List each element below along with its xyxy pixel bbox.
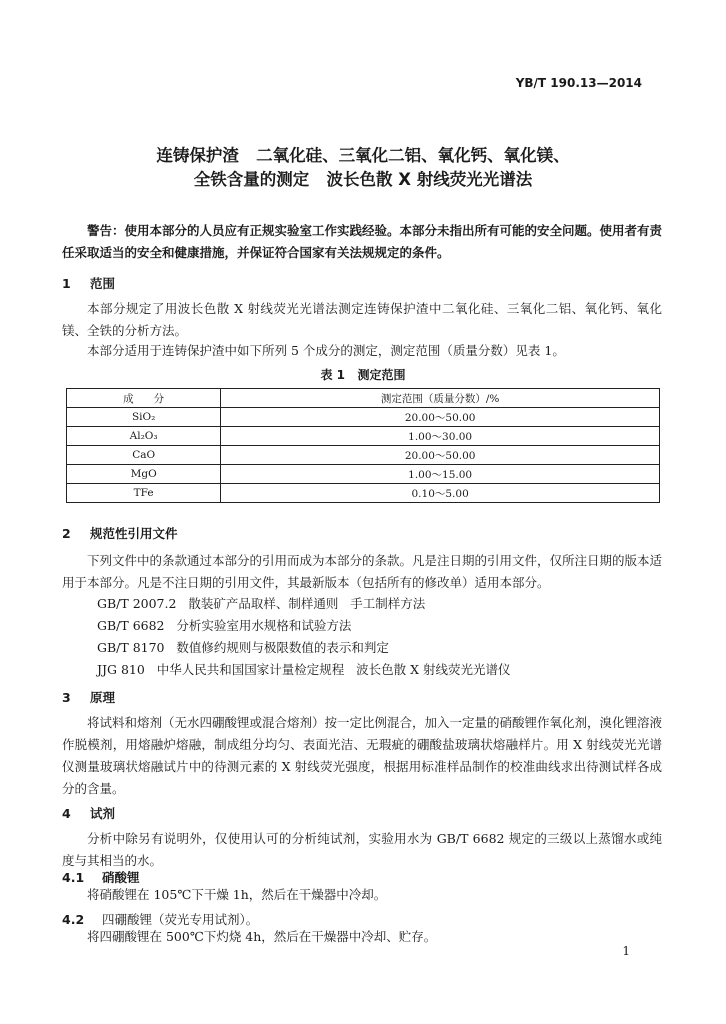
table-cell-range: 20.00～50.00: [221, 446, 660, 465]
table-row: [67, 446, 660, 465]
section-title: 规范性引用文件: [90, 526, 178, 541]
table-row: [67, 465, 660, 484]
section-number: 4: [62, 806, 71, 821]
section-number: 2: [62, 526, 71, 541]
standard-code: YB/T 190.13—2014: [515, 76, 642, 90]
section-title: 试剂: [90, 806, 116, 821]
section-4-paragraph-1: 分析中除另有说明外，仅使用认可的分析纯试剂，实验用水为 GB/T 6682 规定的三级以上蒸馏水或纯度与其相当的水。: [62, 831, 662, 868]
table-cell-component: Al₂O₃: [67, 427, 221, 446]
subsection-4-2-text: 将四硼酸锂在 500℃下灼烧 4h，然后在干燥器中冷却、贮存。: [87, 929, 437, 944]
document-title-line-1: 连铸保护渣 二氧化硅、三氧化二铝、氧化钙、氧化镁、: [156, 146, 570, 165]
section-number: 3: [62, 690, 71, 705]
reference-item: GB/T 8170 数值修约规则与极限数值的表示和判定: [97, 640, 389, 655]
section-1-heading: [62, 274, 115, 292]
section-1-paragraph-2: 本部分适用于连铸保护渣中如下所列 5 个成分的测定，测定范围（质量分数）见表 1。: [87, 343, 565, 358]
subsection-title: 硝酸锂: [102, 870, 140, 885]
table-row: [67, 427, 660, 446]
subsection-number: 4.2: [62, 912, 85, 927]
section-1-paragraph-1: 本部分规定了用波长色散 X 射线荧光光谱法测定连铸保护渣中二氧化硅、三氧化二铝、氧化钙、氧化镁、全铁的分析方法。: [62, 301, 662, 338]
section-2-heading: [62, 524, 178, 542]
section-3-paragraph-1: 将试料和熔剂（无水四硼酸锂或混合熔剂）按一定比例混合，加入一定量的硝酸锂作氧化剂，溴化锂溶液作脱模剂，用熔融炉熔融，制成组分均匀、表面光洁、无瑕疵的硼酸盐玻璃状熔融样片。用 X 射线荧光光谱仪测量玻璃状熔融试片中的待测元素的 X 射线荧光强度，根据用标准样品制作的校准曲线求出待测试样各成分的含量。: [62, 715, 663, 796]
section-number: 1: [62, 276, 71, 291]
subsection-4-1-text: 将硝酸锂在 105℃下干燥 1h，然后在干燥器中冷却。: [87, 887, 387, 902]
reference-item: GB/T 6682 分析实验室用水规格和试验方法: [97, 618, 352, 633]
table-cell-component: CaO: [67, 446, 221, 465]
section-title: 原理: [90, 690, 116, 705]
table-cell-range: 0.10～5.00: [221, 484, 660, 503]
warning-notice: 警告：使用本部分的人员应有正规实验室工作实践经验。本部分未指出所有可能的安全问题。使用者有责任采取适当的安全和健康措施，并保证符合国家有关法规规定的条件。: [62, 223, 663, 260]
section-3-heading: [62, 688, 115, 706]
subsection-title: 四硼酸锂（荧光专用试剂）。: [102, 912, 259, 927]
measurement-range-table: [66, 388, 660, 503]
reference-item: JJG 810 中华人民共和国国家计量检定规程 波长色散 X 射线荧光光谱仪: [97, 662, 511, 677]
section-title: 范围: [90, 276, 116, 291]
table-cell-component: TFe: [67, 484, 221, 503]
table-cell-component: MgO: [67, 465, 221, 484]
table-header-range: 测定范围（质量分数）/%: [221, 389, 660, 408]
section-2-paragraph-1: 下列文件中的条款通过本部分的引用而成为本部分的条款。凡是注日期的引用文件，仅所注日期的版本适用于本部分。凡是不注日期的引用文件，其最新版本（包括所有的修改单）适用本部分。: [62, 553, 663, 590]
table-header-row: [67, 389, 660, 408]
page-number: 1: [622, 944, 630, 958]
section-4-heading: [62, 804, 115, 822]
subsection-number: 4.1: [62, 870, 85, 885]
table-caption: 表 1 测定范围: [320, 368, 406, 382]
table-cell-range: 20.00～50.00: [221, 408, 660, 427]
table-row: [67, 484, 660, 503]
table-row: [67, 408, 660, 427]
table-cell-range: 1.00～30.00: [221, 427, 660, 446]
table-cell-component: SiO₂: [67, 408, 221, 427]
table-cell-range: 1.00～15.00: [221, 465, 660, 484]
reference-item: GB/T 2007.2 散装矿产品取样、制样通则 手工制样方法: [97, 596, 426, 611]
table-header-component: 成 分: [67, 389, 221, 408]
document-title-line-2: 全铁含量的测定 波长色散 X 射线荧光光谱法: [193, 170, 533, 189]
